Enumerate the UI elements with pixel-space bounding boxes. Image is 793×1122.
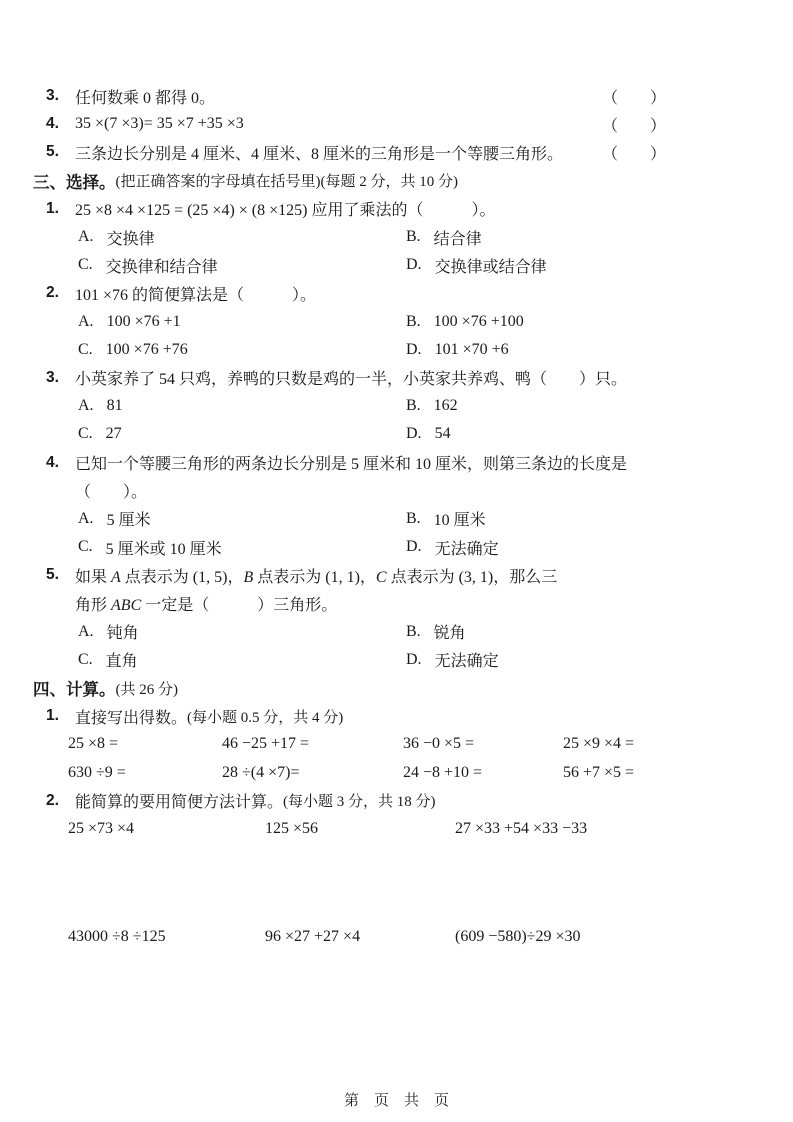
option-text: 100 ×76 +76 [105, 340, 188, 358]
option-text: 锐角 [433, 625, 466, 643]
question-number: 5. [46, 566, 59, 584]
choice-q4-stem [0, 448, 793, 476]
question-number: 4. [46, 453, 59, 471]
judgement-item-5 [0, 138, 793, 166]
option-c [78, 254, 218, 277]
option-text: 10 厘米 [433, 512, 486, 530]
question-text: 已知一个等腰三角形的两条边长分别是 5 厘米和 10 厘米，则第三条边的长度是 [75, 456, 628, 474]
calc-expression: 28 ÷(4 ×7)= [222, 763, 300, 781]
calc-expression: 46 −25 +17 = [222, 735, 310, 753]
option-text: 直角 [105, 653, 138, 671]
option-text: 5 厘米或 10 厘米 [105, 540, 222, 558]
option-text: 无法确定 [434, 540, 499, 558]
page-footer: 第 页 共 页 [343, 1092, 449, 1109]
option-label: D. [406, 425, 422, 443]
calc-expression: 25 ×73 ×4 [68, 819, 135, 837]
choice-q2-options-cd [0, 336, 793, 364]
choice-q1-stem [0, 195, 793, 223]
calc-part1-row1 [0, 730, 793, 758]
option-text: 81 [106, 397, 123, 415]
choice-q3-options-cd [0, 420, 793, 448]
judgement-item-4 [0, 110, 793, 138]
option-label: A. [78, 228, 94, 246]
option-label: A. [78, 397, 94, 415]
question-text [75, 564, 557, 587]
option-a [78, 397, 123, 415]
calc-expression: 25 ×9 ×4 = [563, 735, 635, 753]
option-label: B. [406, 312, 421, 330]
option-b [406, 397, 458, 415]
section-title: 四、计算。 [33, 681, 116, 700]
section-heading-calc [0, 674, 793, 702]
option-text: 162 [433, 397, 458, 415]
option-text: 钝角 [106, 625, 139, 643]
choice-q5-options-ab [0, 618, 793, 646]
question-text: 小英家养了 54 只鸡，养鸭的只数是鸡的一半，小英家共养鸡、鸭（ ）只。 [75, 371, 628, 389]
option-d [406, 254, 547, 277]
choice-q1-options-ab [0, 223, 793, 251]
question-number: 1. [46, 707, 59, 725]
calc-part1-header [0, 702, 793, 730]
calc-expression: 24 −8 +10 = [403, 763, 483, 781]
answer-bracket: （ ） [602, 89, 667, 107]
part-note: (每小题 0.5 分，共 4 分) [187, 709, 344, 726]
calc-expression: 96 ×27 +27 ×4 [265, 928, 361, 946]
text-segment: 点表示为 (3, 1)，那么三 [386, 568, 558, 586]
judgement-item-3 [0, 82, 793, 110]
option-label: D. [406, 538, 422, 556]
option-label: B. [406, 228, 421, 246]
option-c [78, 648, 138, 671]
answer-bracket: （ ） [602, 117, 667, 135]
triangle-label-abc: ABC [111, 596, 142, 614]
option-label: C. [78, 256, 93, 274]
option-text: 5 厘米 [106, 512, 151, 530]
choice-q2-options-ab [0, 308, 793, 336]
section-title: 三、选择。 [33, 173, 116, 192]
judgement-item-text: 35 ×(7 ×3)= 35 ×7 +35 ×3 [75, 115, 244, 133]
calc-expression: (609 −580)÷29 ×30 [455, 928, 581, 946]
option-b [406, 226, 482, 249]
option-text: 交换律和结合律 [105, 258, 218, 276]
part-description: 能简算的要用简便方法计算。 [75, 794, 284, 812]
calc-expression: 27 ×33 +54 ×33 −33 [455, 819, 588, 837]
choice-q3-stem [0, 364, 793, 392]
calc-expression: 125 ×56 [265, 819, 319, 837]
option-label: D. [406, 340, 422, 358]
text-segment: 如果 [75, 568, 112, 586]
option-text: 结合律 [433, 230, 482, 248]
section-note: (把正确答案的字母填在括号里)(每题 2 分，共 10 分) [115, 174, 458, 191]
choice-q2-stem [0, 279, 793, 307]
option-label: A. [78, 509, 94, 527]
choice-q3-options-ab [0, 392, 793, 420]
option-label: B. [406, 622, 421, 640]
question-number: 2. [46, 284, 59, 302]
answer-bracket: （ ） [602, 145, 667, 163]
calc-expression: 630 ÷9 = [68, 763, 126, 781]
calc-expression: 43000 ÷8 ÷125 [68, 928, 166, 946]
working-space [0, 843, 793, 923]
calc-part2-header [0, 787, 793, 815]
calc-part2-row2 [0, 923, 793, 951]
option-label: B. [406, 397, 421, 415]
calc-part1-row2 [0, 759, 793, 787]
option-text: 101 ×70 +6 [434, 340, 509, 358]
option-text: 100 ×76 +100 [433, 312, 524, 330]
option-label: A. [78, 312, 94, 330]
option-label: B. [406, 509, 421, 527]
point-label-a: A [111, 568, 121, 586]
option-c [78, 341, 188, 359]
question-text: 101 ×76 的简便算法是（ ）。 [75, 286, 317, 304]
part-note: (每小题 3 分，共 18 分) [283, 794, 436, 811]
calc-expression: 56 +7 ×5 = [563, 763, 635, 781]
option-label: C. [78, 538, 93, 556]
choice-q4-options-cd [0, 533, 793, 561]
answer-bracket: （ ）。 [75, 484, 148, 502]
option-b [406, 620, 466, 643]
section-note: (共 26 分) [115, 681, 178, 698]
question-text: 25 ×8 ×4 ×125 = (25 ×4) × (8 ×125) 应用了乘法的（ ）。 [75, 202, 496, 220]
judgement-item-number: 5. [46, 143, 59, 161]
option-label: D. [406, 256, 422, 274]
option-label: C. [78, 650, 93, 668]
question-number: 3. [46, 368, 59, 386]
question-number: 1. [46, 199, 59, 217]
question-text [75, 592, 337, 615]
option-c [78, 425, 122, 443]
choice-q5-options-cd [0, 646, 793, 674]
option-label: A. [78, 622, 94, 640]
choice-q1-options-cd [0, 251, 793, 279]
question-number: 2. [46, 791, 59, 809]
text-segment: 点表示为 (1, 1)， [253, 568, 376, 586]
choice-q5-stem [0, 561, 793, 589]
point-label-b: B [243, 568, 254, 586]
calc-part2-row1 [0, 815, 793, 843]
option-c [78, 536, 222, 559]
option-text: 交换律 [106, 230, 155, 248]
option-a [78, 313, 181, 331]
section-heading-choice [0, 167, 793, 195]
option-d [406, 648, 499, 671]
option-a [78, 507, 151, 530]
option-text: 54 [434, 425, 451, 443]
judgement-item-text: 任何数乘 0 都得 0。 [75, 89, 216, 107]
judgement-item-number: 3. [46, 87, 59, 105]
option-d [406, 341, 509, 359]
calc-expression: 25 ×8 = [68, 735, 119, 753]
option-a [78, 620, 139, 643]
point-label-c: C [375, 568, 387, 586]
option-b [406, 507, 486, 530]
option-label: C. [78, 340, 93, 358]
option-a [78, 226, 155, 249]
worksheet-content [0, 82, 793, 951]
option-text: 交换律或结合律 [434, 258, 547, 276]
option-text: 无法确定 [434, 653, 499, 671]
option-d [406, 536, 499, 559]
text-segment: 一定是（ ）三角形。 [141, 596, 338, 614]
choice-q4-options-ab [0, 505, 793, 533]
calc-expression: 36 −0 ×5 = [403, 735, 475, 753]
part-description: 直接写出得数。 [75, 709, 188, 727]
text-segment: 点表示为 (1, 5)， [120, 568, 244, 586]
text-segment: 角形 [75, 596, 112, 614]
option-d [406, 425, 451, 443]
option-b [406, 313, 524, 331]
judgement-item-text: 三条边长分别是 4 厘米、4 厘米、8 厘米的三角形是一个等腰三角形。 [75, 145, 564, 163]
option-text: 100 ×76 +1 [106, 312, 181, 330]
option-label: D. [406, 650, 422, 668]
choice-q5-stem-continued [0, 589, 793, 617]
choice-q4-stem-continued [0, 477, 793, 505]
option-label: C. [78, 425, 93, 443]
option-text: 27 [105, 425, 122, 443]
judgement-item-number: 4. [46, 115, 59, 133]
